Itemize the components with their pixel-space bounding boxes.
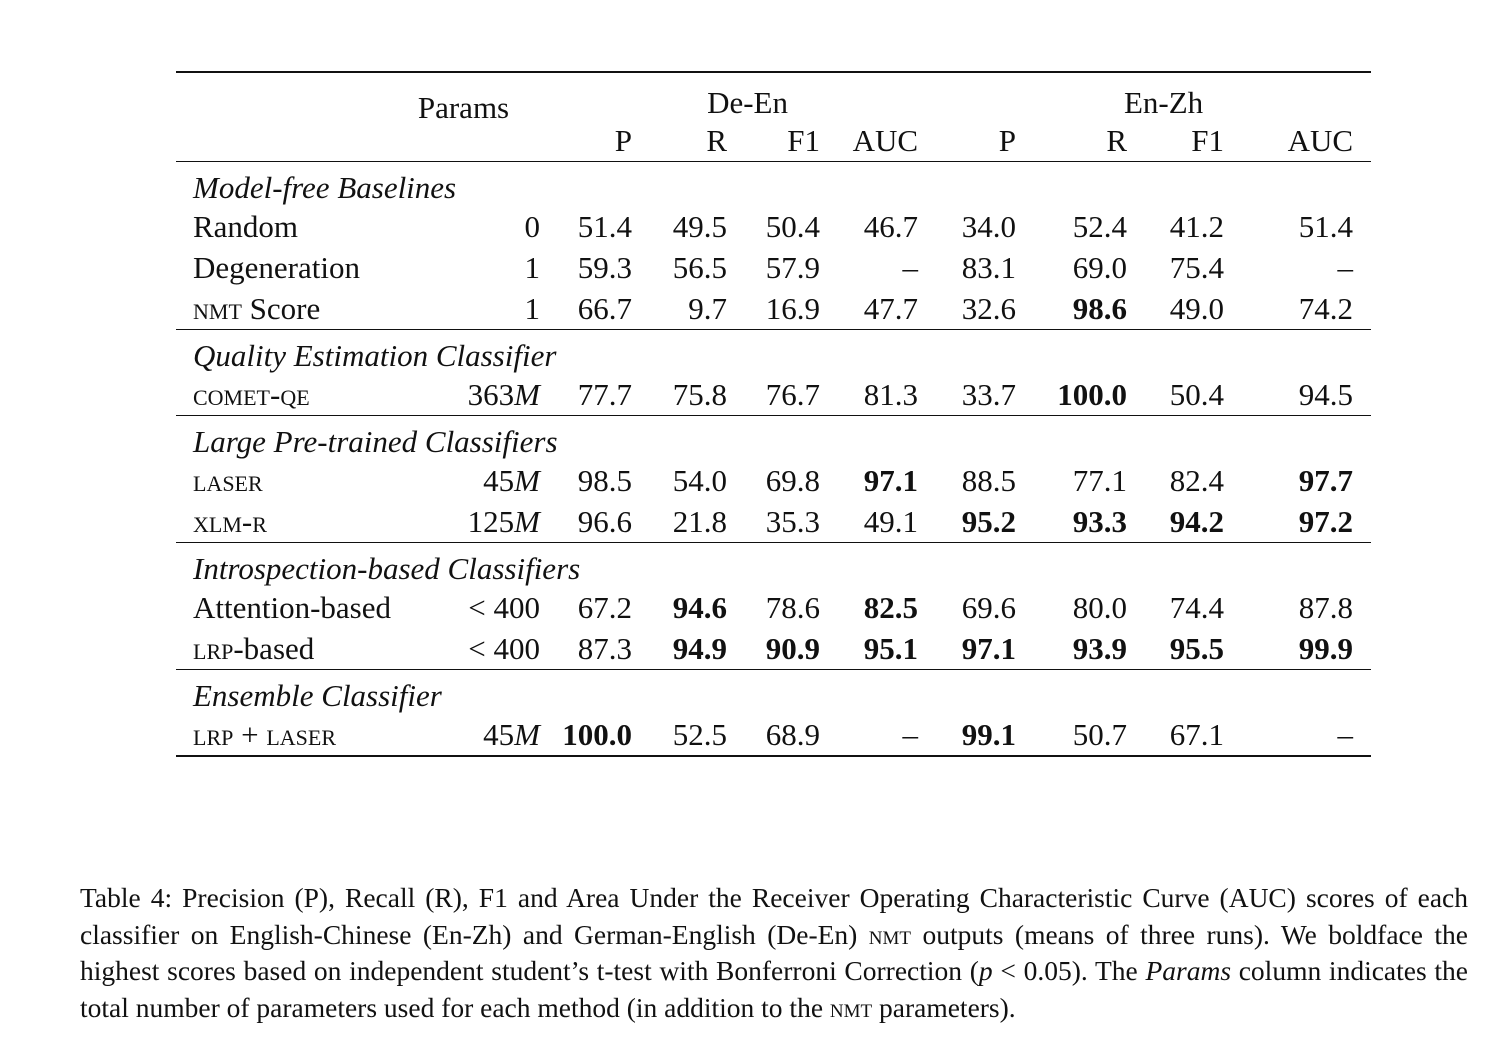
section-title: Model-free Baselines xyxy=(193,170,457,205)
caption-text: Table 4: Precision (P), Recall (R), F1 and Area Under the Receiver Operating Characteristic Curve (AUC) scores of each classifier on English-Chinese (En-Zh) and German-English (De-En) xyxy=(80,882,1468,950)
score-cell: 21.8 xyxy=(672,503,727,539)
params-value xyxy=(376,206,551,247)
params-value xyxy=(376,374,551,416)
params-value xyxy=(376,587,551,628)
score-cell: 34.0 xyxy=(961,208,1017,244)
params-number: 1 xyxy=(524,249,540,285)
score-cell: 50.4 xyxy=(765,208,820,244)
header-group-de-en: De-En xyxy=(707,85,788,120)
header-group-en-zh: En-Zh xyxy=(1123,85,1204,120)
table-row xyxy=(176,501,1371,543)
score-cell: 69.8 xyxy=(765,462,820,498)
method-name xyxy=(176,374,376,416)
caption-p-symbol: p xyxy=(978,955,993,986)
header-empty xyxy=(176,121,376,162)
score-cell: 97.1 xyxy=(863,462,919,498)
score-cell: 32.6 xyxy=(961,290,1017,326)
header-metric: F1 xyxy=(1191,123,1225,158)
method-name xyxy=(176,460,376,501)
score-cell: 94.5 xyxy=(1298,376,1354,412)
score-cell: – xyxy=(1337,249,1354,285)
score-cell: 82.5 xyxy=(863,589,919,625)
score-cell: 93.3 xyxy=(1072,503,1128,539)
score-cell: 16.9 xyxy=(765,290,820,326)
method-name-smallcaps: laser xyxy=(193,462,263,498)
params-value xyxy=(376,247,551,288)
score-cell: 69.0 xyxy=(1072,249,1128,285)
score-cell: 33.7 xyxy=(961,376,1017,412)
caption-nmt: nmt xyxy=(829,991,873,1023)
method-name-smallcaps: lrp + laser xyxy=(193,716,337,752)
table-row xyxy=(176,628,1371,670)
params-number: < 400 xyxy=(468,589,540,625)
params-value xyxy=(376,628,551,670)
table-row xyxy=(176,374,1371,416)
section-header-row xyxy=(176,416,1371,461)
section-header-row xyxy=(176,330,1371,375)
method-name-smallcaps: nmt xyxy=(193,290,242,326)
score-cell: 95.2 xyxy=(961,503,1017,539)
method-name-text: -based xyxy=(233,630,315,666)
params-number: 0 xyxy=(524,208,540,244)
table-row xyxy=(176,247,1371,288)
method-name-text: Score xyxy=(241,290,321,326)
method-name-text: Attention-based xyxy=(193,589,392,625)
table-caption xyxy=(80,880,1468,1026)
score-cell: 97.7 xyxy=(1298,462,1354,498)
score-cell: 97.1 xyxy=(961,630,1017,666)
header-metric: F1 xyxy=(787,123,820,158)
method-name xyxy=(176,206,376,247)
section-title: Introspection-based Classifiers xyxy=(193,551,581,586)
header-metric: R xyxy=(1106,123,1128,158)
score-cell: 94.6 xyxy=(672,589,727,625)
score-cell: 74.2 xyxy=(1298,290,1354,326)
score-cell: 97.2 xyxy=(1298,503,1354,539)
table-header xyxy=(176,72,1371,162)
score-cell: 47.7 xyxy=(863,290,919,326)
params-value xyxy=(376,501,551,543)
score-cell: 59.3 xyxy=(577,249,632,285)
score-cell: 66.7 xyxy=(577,290,632,326)
method-name xyxy=(176,628,376,670)
section-header-row xyxy=(176,670,1371,715)
score-cell: 41.2 xyxy=(1169,208,1225,244)
score-cell: 9.7 xyxy=(688,290,727,326)
score-cell: 75.4 xyxy=(1169,249,1225,285)
header-metric: R xyxy=(706,123,727,158)
score-cell: – xyxy=(1337,716,1354,752)
method-name-text: Degeneration xyxy=(193,249,360,285)
results-table-container xyxy=(176,71,1371,757)
score-cell: 95.1 xyxy=(863,630,919,666)
header-metric: AUC xyxy=(1287,123,1354,158)
score-cell: 49.5 xyxy=(672,208,727,244)
score-cell: 90.9 xyxy=(765,630,820,666)
header-metric: P xyxy=(998,123,1017,158)
score-cell: 50.7 xyxy=(1072,716,1128,752)
score-cell: 74.4 xyxy=(1169,589,1225,625)
score-cell: 75.8 xyxy=(672,376,727,412)
header-empty xyxy=(176,72,376,121)
params-number: 45 xyxy=(483,716,515,752)
method-name xyxy=(176,247,376,288)
header-params: Params xyxy=(417,90,510,125)
section-title: Quality Estimation Classifier xyxy=(193,338,557,373)
section-header-row xyxy=(176,543,1371,588)
score-cell: 87.3 xyxy=(577,630,632,666)
score-cell: 96.6 xyxy=(577,503,632,539)
params-number: 45 xyxy=(483,462,515,498)
score-cell: 67.1 xyxy=(1169,716,1225,752)
score-cell: 93.9 xyxy=(1072,630,1128,666)
method-name xyxy=(176,501,376,543)
method-name xyxy=(176,288,376,330)
score-cell: – xyxy=(902,249,919,285)
table-row xyxy=(176,206,1371,247)
score-cell: 77.1 xyxy=(1072,462,1128,498)
method-name-smallcaps: comet-qe xyxy=(193,376,310,412)
score-cell: 46.7 xyxy=(863,208,919,244)
params-number: 125 xyxy=(467,503,515,539)
params-unit: M xyxy=(514,376,540,412)
score-cell: 76.7 xyxy=(765,376,820,412)
params-value xyxy=(376,288,551,330)
score-cell: 78.6 xyxy=(765,589,820,625)
score-cell: 67.2 xyxy=(577,589,632,625)
score-cell: 57.9 xyxy=(765,249,820,285)
score-cell: 99.1 xyxy=(961,716,1017,752)
params-unit: M xyxy=(514,716,540,752)
section-title: Ensemble Classifier xyxy=(193,678,442,713)
score-cell: 52.4 xyxy=(1072,208,1128,244)
params-value xyxy=(376,714,551,756)
score-cell: – xyxy=(902,716,919,752)
score-cell: 80.0 xyxy=(1072,589,1128,625)
score-cell: 99.9 xyxy=(1298,630,1354,666)
score-cell: 54.0 xyxy=(672,462,727,498)
table-row xyxy=(176,587,1371,628)
method-name xyxy=(176,587,392,628)
header-metric: AUC xyxy=(852,123,919,158)
table-row xyxy=(176,714,1371,756)
method-name-smallcaps: xlm-r xyxy=(193,503,267,539)
score-cell: 82.4 xyxy=(1169,462,1225,498)
section-header-row xyxy=(176,162,1371,207)
params-unit: M xyxy=(514,503,540,539)
method-name-text: Random xyxy=(193,208,299,244)
table-row xyxy=(176,288,1371,330)
table-body xyxy=(176,162,1371,757)
caption-params: Params xyxy=(1145,955,1232,986)
score-cell: 49.0 xyxy=(1169,290,1225,326)
score-cell: 83.1 xyxy=(961,249,1017,285)
caption-text: outputs (means of three runs). We boldface the highest scores based on independent student’s t-test with Bonferroni Correction ( xyxy=(80,918,1468,986)
method-name-smallcaps: lrp xyxy=(193,630,234,666)
params-number: 1 xyxy=(524,290,540,326)
score-cell: 52.5 xyxy=(672,716,727,752)
params-number: < 400 xyxy=(468,630,540,666)
score-cell: 77.7 xyxy=(577,376,632,412)
table-row xyxy=(176,460,1371,501)
score-cell: 68.9 xyxy=(765,716,820,752)
score-cell: 51.4 xyxy=(577,208,632,244)
caption-text: column indicates the total number of parameters used for each method (in addition to the xyxy=(80,955,1468,1023)
method-name xyxy=(176,714,376,756)
score-cell: 50.4 xyxy=(1169,376,1225,412)
score-cell: 94.9 xyxy=(672,630,727,666)
score-cell: 51.4 xyxy=(1298,208,1354,244)
score-cell: 98.5 xyxy=(577,462,632,498)
caption-nmt: nmt xyxy=(868,918,912,950)
params-value xyxy=(376,460,551,501)
params-unit: M xyxy=(514,462,540,498)
score-cell: 100.0 xyxy=(562,716,632,752)
results-table xyxy=(176,71,1371,757)
params-number: 363 xyxy=(467,376,515,412)
score-cell: 88.5 xyxy=(961,462,1017,498)
score-cell: 94.2 xyxy=(1169,503,1225,539)
header-row-groups xyxy=(176,72,1371,121)
caption-text: parameters). xyxy=(872,991,1016,1023)
score-cell: 95.5 xyxy=(1169,630,1225,666)
caption-text: < 0.05). The xyxy=(992,955,1146,986)
score-cell: 49.1 xyxy=(863,503,919,539)
score-cell: 87.8 xyxy=(1298,589,1354,625)
score-cell: 100.0 xyxy=(1057,376,1128,412)
score-cell: 69.6 xyxy=(961,589,1017,625)
score-cell: 35.3 xyxy=(765,503,820,539)
score-cell: 98.6 xyxy=(1072,290,1128,326)
header-metric: P xyxy=(614,123,632,158)
section-title: Large Pre-trained Classifiers xyxy=(193,424,558,459)
score-cell: 56.5 xyxy=(672,249,727,285)
score-cell: 81.3 xyxy=(863,376,919,412)
header-row-metrics xyxy=(176,121,1371,162)
